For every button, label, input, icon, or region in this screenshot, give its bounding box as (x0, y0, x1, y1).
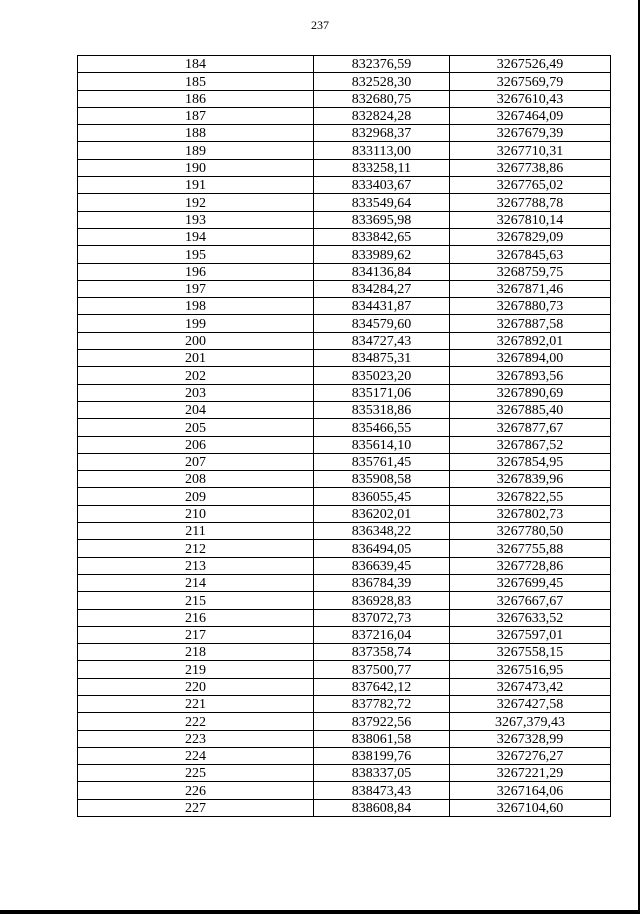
x-coordinate-cell: 837358,74 (314, 644, 450, 661)
y-coordinate-cell: 3267877,67 (450, 419, 611, 436)
point-number-cell: 202 (78, 367, 314, 384)
x-coordinate-cell: 833549,64 (314, 194, 450, 211)
y-coordinate-cell: 3267728,86 (450, 557, 611, 574)
y-coordinate-cell: 3267738,86 (450, 159, 611, 176)
y-coordinate-cell: 3267894,00 (450, 350, 611, 367)
point-number-cell: 203 (78, 384, 314, 401)
point-number-cell: 210 (78, 505, 314, 522)
table-row (78, 453, 611, 470)
x-coordinate-cell: 837216,04 (314, 626, 450, 643)
y-coordinate-cell: 3267829,09 (450, 228, 611, 245)
table-row (78, 56, 611, 73)
y-coordinate-cell: 3267839,96 (450, 471, 611, 488)
y-coordinate-cell: 3267892,01 (450, 332, 611, 349)
y-coordinate-cell: 3267,379,43 (450, 713, 611, 730)
y-coordinate-cell: 3267328,99 (450, 730, 611, 747)
x-coordinate-cell: 835908,58 (314, 471, 450, 488)
point-number-cell: 221 (78, 695, 314, 712)
x-coordinate-cell: 834579,60 (314, 315, 450, 332)
point-number-cell: 187 (78, 107, 314, 124)
x-coordinate-cell: 835466,55 (314, 419, 450, 436)
point-number-cell: 188 (78, 125, 314, 142)
y-coordinate-cell: 3267880,73 (450, 298, 611, 315)
point-number-cell: 218 (78, 644, 314, 661)
y-coordinate-cell: 3267893,56 (450, 367, 611, 384)
point-number-cell: 185 (78, 73, 314, 90)
y-coordinate-cell: 3267569,79 (450, 73, 611, 90)
x-coordinate-cell: 832824,28 (314, 107, 450, 124)
x-coordinate-cell: 837922,56 (314, 713, 450, 730)
point-number-cell: 220 (78, 678, 314, 695)
y-coordinate-cell: 3267633,52 (450, 609, 611, 626)
table-row (78, 747, 611, 764)
x-coordinate-cell: 838337,05 (314, 765, 450, 782)
point-number-cell: 226 (78, 782, 314, 799)
point-number-cell: 208 (78, 471, 314, 488)
y-coordinate-cell: 3267802,73 (450, 505, 611, 522)
table-row (78, 488, 611, 505)
y-coordinate-cell: 3267885,40 (450, 401, 611, 418)
point-number-cell: 198 (78, 298, 314, 315)
table-row (78, 609, 611, 626)
point-number-cell: 193 (78, 211, 314, 228)
x-coordinate-cell: 833695,98 (314, 211, 450, 228)
point-number-cell: 219 (78, 661, 314, 678)
point-number-cell: 191 (78, 177, 314, 194)
x-coordinate-cell: 834727,43 (314, 332, 450, 349)
table-row (78, 315, 611, 332)
x-coordinate-cell: 837642,12 (314, 678, 450, 695)
table-row (78, 350, 611, 367)
point-number-cell: 195 (78, 246, 314, 263)
y-coordinate-cell: 3267765,02 (450, 177, 611, 194)
point-number-cell: 223 (78, 730, 314, 747)
table-row (78, 730, 611, 747)
point-number-cell: 206 (78, 436, 314, 453)
table-row (78, 280, 611, 297)
coordinates-table-body (78, 56, 611, 817)
x-coordinate-cell: 836928,83 (314, 592, 450, 609)
x-coordinate-cell: 838473,43 (314, 782, 450, 799)
y-coordinate-cell: 3267558,15 (450, 644, 611, 661)
table-row (78, 505, 611, 522)
x-coordinate-cell: 833842,65 (314, 228, 450, 245)
scan-edge-bottom (0, 910, 640, 914)
x-coordinate-cell: 833258,11 (314, 159, 450, 176)
y-coordinate-cell: 3267810,14 (450, 211, 611, 228)
x-coordinate-cell: 835614,10 (314, 436, 450, 453)
x-coordinate-cell: 836494,05 (314, 540, 450, 557)
y-coordinate-cell: 3267679,39 (450, 125, 611, 142)
y-coordinate-cell: 3267104,60 (450, 799, 611, 816)
y-coordinate-cell: 3267780,50 (450, 523, 611, 540)
x-coordinate-cell: 832968,37 (314, 125, 450, 142)
table-row (78, 574, 611, 591)
point-number-cell: 209 (78, 488, 314, 505)
point-number-cell: 207 (78, 453, 314, 470)
point-number-cell: 184 (78, 56, 314, 73)
table-row (78, 540, 611, 557)
point-number-cell: 214 (78, 574, 314, 591)
x-coordinate-cell: 834431,87 (314, 298, 450, 315)
x-coordinate-cell: 837782,72 (314, 695, 450, 712)
y-coordinate-cell: 3267788,78 (450, 194, 611, 211)
point-number-cell: 204 (78, 401, 314, 418)
x-coordinate-cell: 836348,22 (314, 523, 450, 540)
table-row (78, 436, 611, 453)
point-number-cell: 196 (78, 263, 314, 280)
x-coordinate-cell: 835761,45 (314, 453, 450, 470)
x-coordinate-cell: 833113,00 (314, 142, 450, 159)
x-coordinate-cell: 837500,77 (314, 661, 450, 678)
y-coordinate-cell: 3267597,01 (450, 626, 611, 643)
x-coordinate-cell: 832680,75 (314, 90, 450, 107)
table-row (78, 419, 611, 436)
point-number-cell: 194 (78, 228, 314, 245)
table-row (78, 177, 611, 194)
table-row (78, 194, 611, 211)
y-coordinate-cell: 3267221,29 (450, 765, 611, 782)
table-row (78, 592, 611, 609)
x-coordinate-cell: 834136,84 (314, 263, 450, 280)
point-number-cell: 211 (78, 523, 314, 540)
point-number-cell: 201 (78, 350, 314, 367)
table-row (78, 401, 611, 418)
table-row (78, 765, 611, 782)
y-coordinate-cell: 3267526,49 (450, 56, 611, 73)
y-coordinate-cell: 3268759,75 (450, 263, 611, 280)
point-number-cell: 212 (78, 540, 314, 557)
x-coordinate-cell: 838199,76 (314, 747, 450, 764)
table-row (78, 661, 611, 678)
point-number-cell: 222 (78, 713, 314, 730)
point-number-cell: 192 (78, 194, 314, 211)
page-number: 237 (311, 18, 329, 32)
table-row (78, 228, 611, 245)
table-row (78, 142, 611, 159)
point-number-cell: 225 (78, 765, 314, 782)
table-row (78, 644, 611, 661)
table-row (78, 125, 611, 142)
y-coordinate-cell: 3267854,95 (450, 453, 611, 470)
x-coordinate-cell: 833989,62 (314, 246, 450, 263)
y-coordinate-cell: 3267667,67 (450, 592, 611, 609)
point-number-cell: 224 (78, 747, 314, 764)
y-coordinate-cell: 3267867,52 (450, 436, 611, 453)
y-coordinate-cell: 3267887,58 (450, 315, 611, 332)
x-coordinate-cell: 838608,84 (314, 799, 450, 816)
x-coordinate-cell: 836784,39 (314, 574, 450, 591)
y-coordinate-cell: 3267516,95 (450, 661, 611, 678)
table-row (78, 73, 611, 90)
x-coordinate-cell: 836639,45 (314, 557, 450, 574)
y-coordinate-cell: 3267699,45 (450, 574, 611, 591)
table-row (78, 107, 611, 124)
y-coordinate-cell: 3267164,06 (450, 782, 611, 799)
x-coordinate-cell: 834284,27 (314, 280, 450, 297)
point-number-cell: 217 (78, 626, 314, 643)
point-number-cell: 215 (78, 592, 314, 609)
y-coordinate-cell: 3267710,31 (450, 142, 611, 159)
point-number-cell: 213 (78, 557, 314, 574)
table-row (78, 367, 611, 384)
point-number-cell: 199 (78, 315, 314, 332)
table-row (78, 678, 611, 695)
x-coordinate-cell: 836202,01 (314, 505, 450, 522)
table-row (78, 471, 611, 488)
y-coordinate-cell: 3267822,55 (450, 488, 611, 505)
point-number-cell: 200 (78, 332, 314, 349)
coordinates-table (77, 55, 611, 817)
table-row (78, 298, 611, 315)
table-row (78, 695, 611, 712)
table-row (78, 384, 611, 401)
table-row (78, 713, 611, 730)
y-coordinate-cell: 3267276,27 (450, 747, 611, 764)
point-number-cell: 197 (78, 280, 314, 297)
point-number-cell: 227 (78, 799, 314, 816)
table-row (78, 626, 611, 643)
x-coordinate-cell: 836055,45 (314, 488, 450, 505)
x-coordinate-cell: 832376,59 (314, 56, 450, 73)
y-coordinate-cell: 3267427,58 (450, 695, 611, 712)
table-row (78, 523, 611, 540)
point-number-cell: 190 (78, 159, 314, 176)
table-row (78, 90, 611, 107)
point-number-cell: 189 (78, 142, 314, 159)
x-coordinate-cell: 837072,73 (314, 609, 450, 626)
point-number-cell: 186 (78, 90, 314, 107)
y-coordinate-cell: 3267464,09 (450, 107, 611, 124)
x-coordinate-cell: 833403,67 (314, 177, 450, 194)
point-number-cell: 205 (78, 419, 314, 436)
table-row (78, 782, 611, 799)
y-coordinate-cell: 3267890,69 (450, 384, 611, 401)
x-coordinate-cell: 835023,20 (314, 367, 450, 384)
x-coordinate-cell: 834875,31 (314, 350, 450, 367)
table-row (78, 332, 611, 349)
table-row (78, 246, 611, 263)
y-coordinate-cell: 3267610,43 (450, 90, 611, 107)
table-row (78, 159, 611, 176)
x-coordinate-cell: 835318,86 (314, 401, 450, 418)
x-coordinate-cell: 835171,06 (314, 384, 450, 401)
y-coordinate-cell: 3267473,42 (450, 678, 611, 695)
point-number-cell: 216 (78, 609, 314, 626)
table-row (78, 799, 611, 816)
y-coordinate-cell: 3267871,46 (450, 280, 611, 297)
table-row (78, 263, 611, 280)
table-row (78, 557, 611, 574)
table-row (78, 211, 611, 228)
y-coordinate-cell: 3267755,88 (450, 540, 611, 557)
x-coordinate-cell: 832528,30 (314, 73, 450, 90)
y-coordinate-cell: 3267845,63 (450, 246, 611, 263)
x-coordinate-cell: 838061,58 (314, 730, 450, 747)
